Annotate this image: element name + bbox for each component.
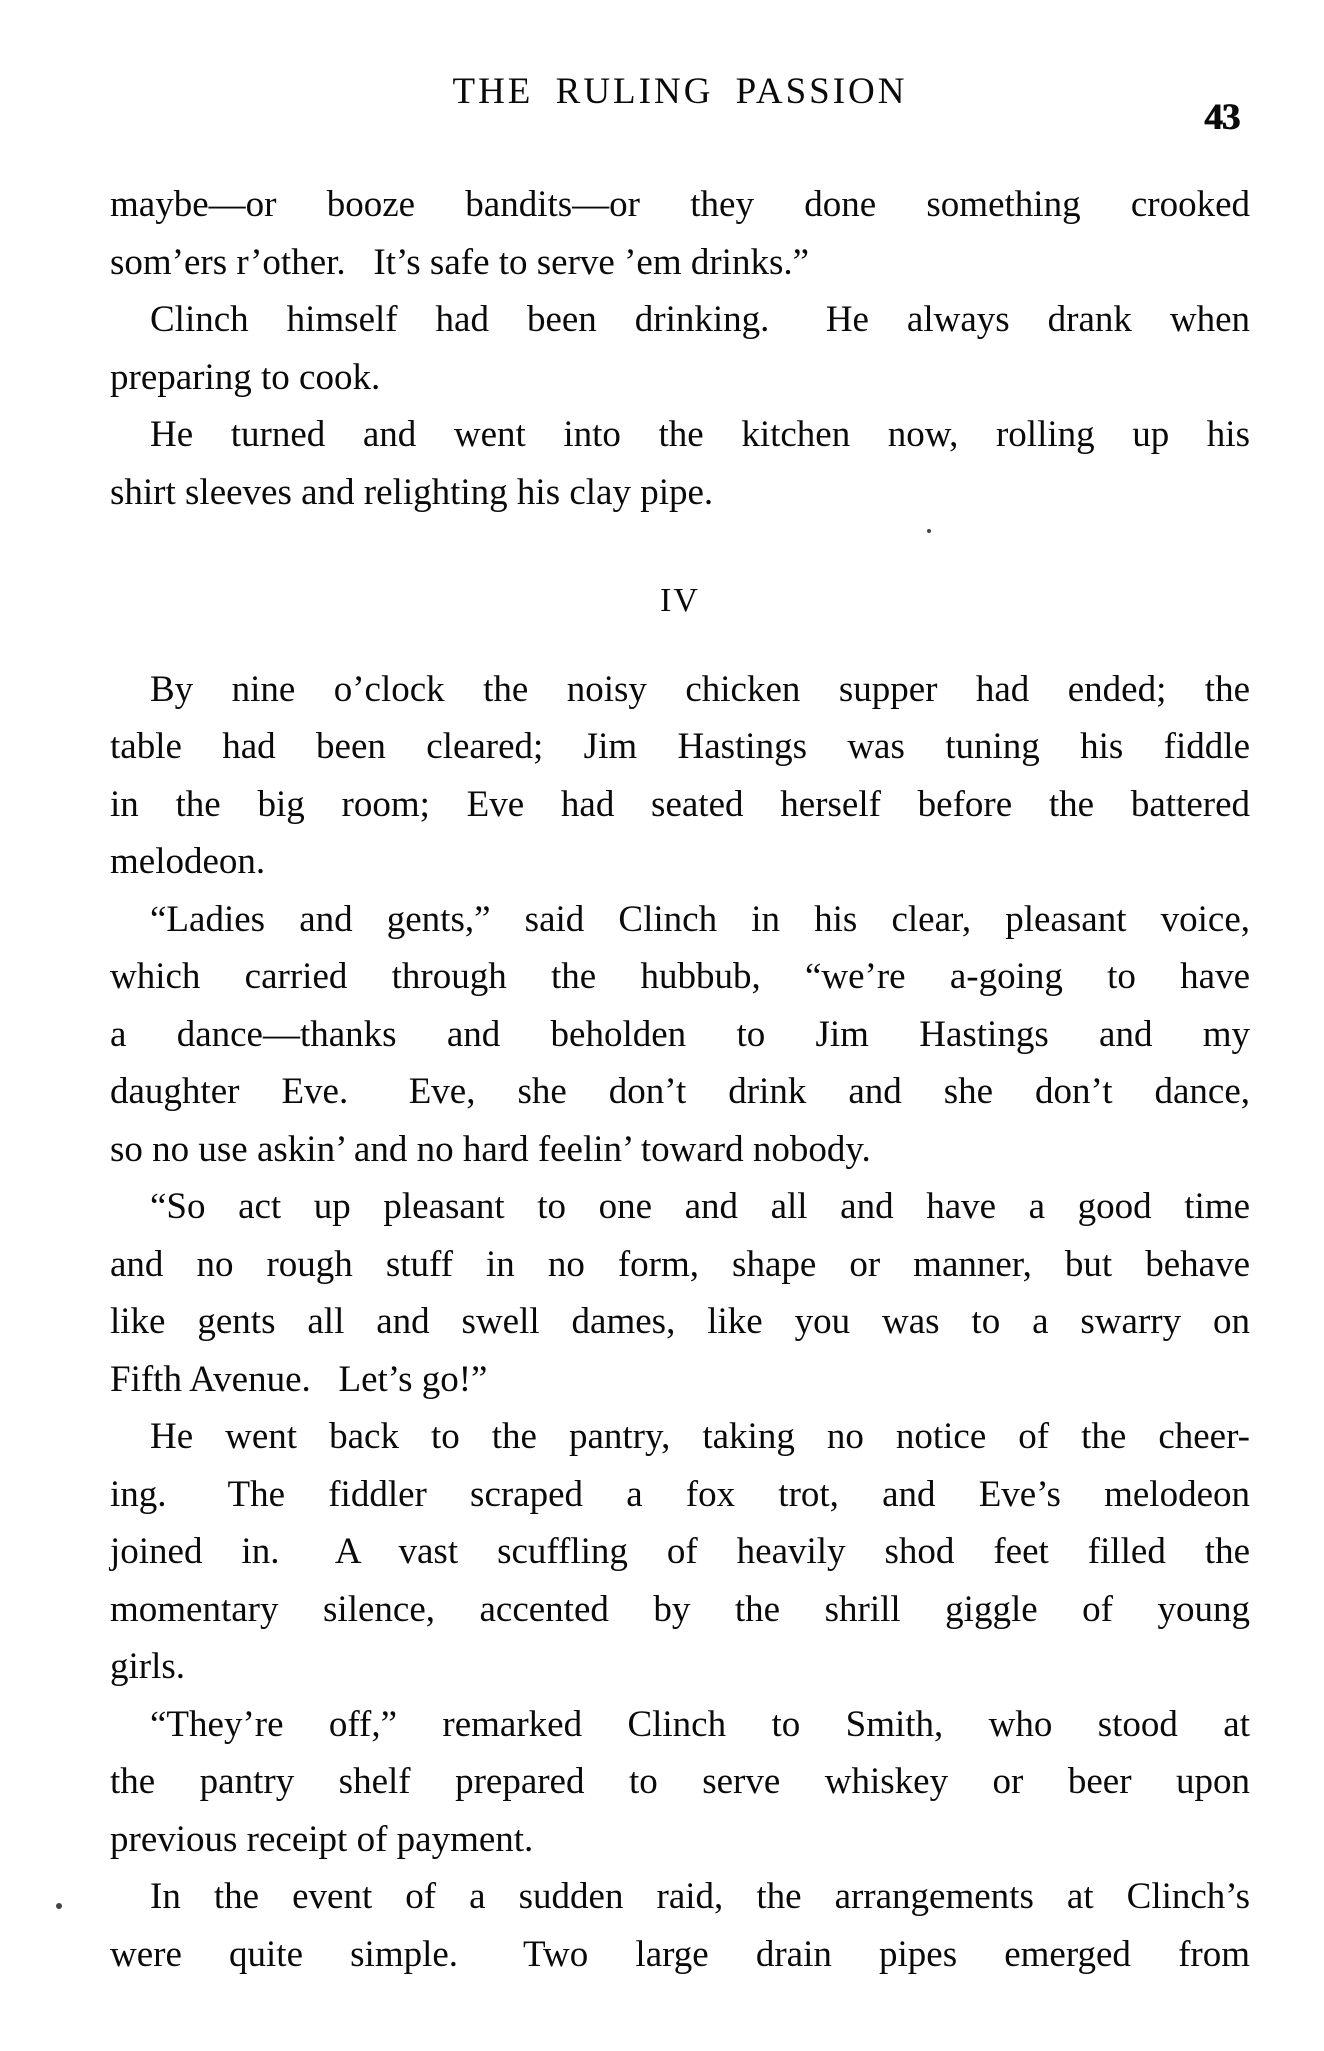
text-line: which carried through the hubbub, “we’re a-going to have — [110, 956, 1250, 997]
text-line: Fifth Avenue. Let’s go!” — [110, 1358, 488, 1400]
section-number-heading: IV — [660, 582, 700, 619]
page-body — [110, 176, 1250, 1983]
text-line: preparing to cook. — [110, 356, 381, 398]
text-line: previous receipt of payment. — [110, 1818, 534, 1860]
text-line: melodeon. — [110, 841, 266, 882]
text-line: so no use askin’ and no hard feelin’ toward nobody. — [110, 1128, 871, 1170]
running-header-title: THE RULING PASSION — [452, 71, 908, 112]
text-line: He went back to the pantry, taking no notice of the cheer- — [150, 1416, 1250, 1457]
text-line: and no rough stuff in no form, shape or manner, but behave — [110, 1243, 1250, 1285]
text-line: like gents all and swell dames, like you was to a swarry on — [110, 1301, 1250, 1342]
text-line: maybe—or booze bandits—or they done something crooked — [110, 184, 1250, 225]
text-line: ing. The fiddler scraped a fox trot, and Eve’s melodeon — [110, 1473, 1250, 1515]
text-line: girls. — [110, 1646, 186, 1687]
text-line: were quite simple. Two large drain pipes emerged from — [110, 1933, 1250, 1975]
text-line: He turned and went into the kitchen now, rolling up his — [150, 414, 1250, 455]
text-line: shirt sleeves and relighting his clay pipe. — [110, 471, 714, 513]
text-line: daughter Eve. Eve, she don’t drink and she don’t dance, — [110, 1071, 1250, 1112]
text-line: In the event of a sudden raid, the arrangements at Clinch’s — [150, 1876, 1250, 1917]
scan-speck — [56, 1903, 62, 1909]
text-line: the pantry shelf prepared to serve whiskey or beer upon — [110, 1761, 1250, 1802]
text-line: joined in. A vast scuffling of heavily shod feet filled the — [110, 1531, 1250, 1572]
scan-speck — [927, 529, 931, 533]
text-line: som’ers r’other. It’s safe to serve ’em drinks.” — [110, 241, 810, 283]
text-line: a dance—thanks and beholden to Jim Hastings and my — [110, 1013, 1250, 1055]
text-line: “So act up pleasant to one and all and have a good time — [150, 1186, 1250, 1227]
page-number: 43 — [1204, 97, 1239, 138]
text-line: table had been cleared; Jim Hastings was tuning his fiddle — [110, 726, 1250, 767]
text-line: in the big room; Eve had seated herself before the battered — [110, 783, 1250, 825]
text-line: By nine o’clock the noisy chicken supper had ended; the — [150, 668, 1250, 710]
text-line: “They’re off,” remarked Clinch to Smith, who stood at — [150, 1703, 1250, 1745]
text-line: momentary silence, accented by the shrill giggle of young — [110, 1588, 1250, 1630]
text-line: Clinch himself had been drinking. He always drank when — [150, 299, 1250, 340]
text-line: “Ladies and gents,” said Clinch in his clear, pleasant voice, — [150, 898, 1250, 940]
